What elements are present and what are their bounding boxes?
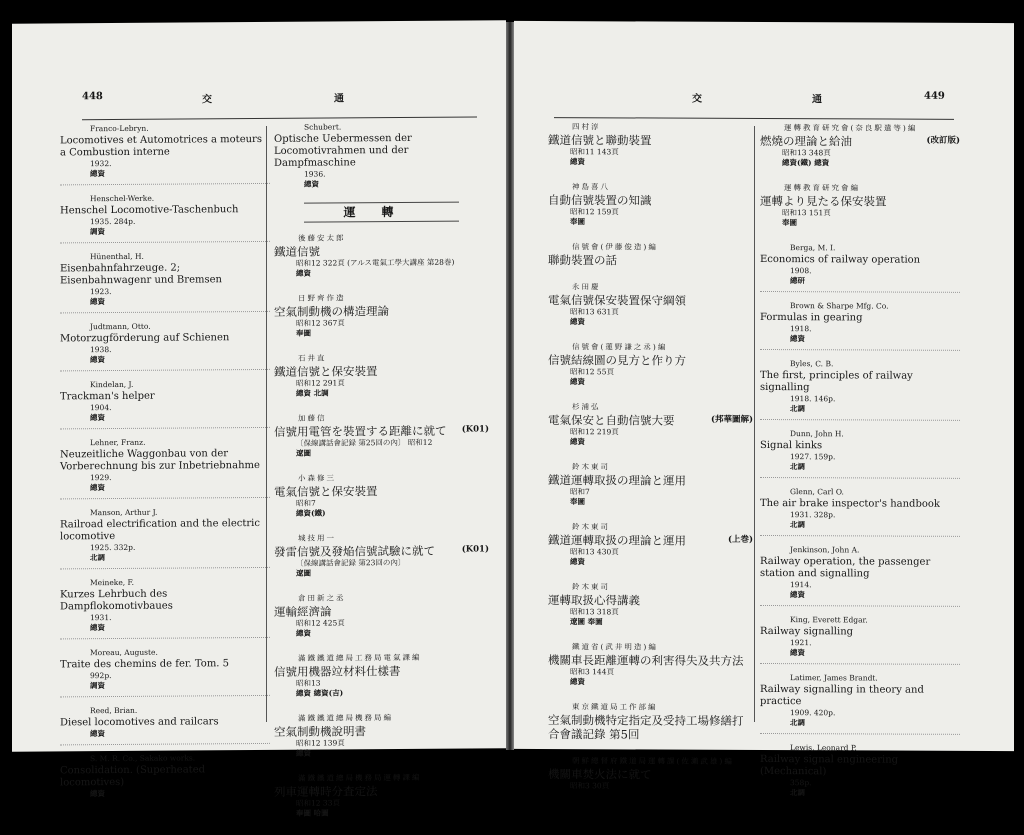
entry-author: 倉田新之丞 [298, 593, 346, 603]
catalog-entry [760, 486, 960, 537]
entry-info: 1909. 420p. [790, 708, 836, 718]
right-header-rule [554, 117, 954, 120]
entry-holding: 總資 [90, 729, 105, 739]
entry-author: 四村淳 [572, 122, 601, 132]
catalog-entry [548, 181, 753, 233]
entry-title: Motorzugförderung auf Schienen [60, 332, 230, 345]
catalog-entry [274, 291, 489, 344]
entry-title: Kurzes Lehrbuch des Dampflokomotivbaues [60, 588, 173, 613]
entry-holding: 總資(鐵) 總資 [782, 158, 830, 168]
entry-title: Consolidation. (Superheated locomotives) [60, 764, 206, 789]
entry-author: 鈴木東司 [572, 522, 610, 532]
entry-title: Henschel Locomotive-Taschenbuch [60, 204, 239, 217]
entry-author: Meineke, F. [90, 577, 134, 588]
entry-title: 電氣信號と保安裝置 [274, 484, 378, 499]
right-column-separator [754, 126, 755, 722]
entry-holding: 調資 [90, 681, 105, 691]
entry-title: 自動信號裝置の知識 [548, 193, 652, 208]
entry-info: 昭和13 318頁 [570, 607, 619, 617]
catalog-entry [274, 411, 489, 464]
entry-holding: 總資 [570, 437, 585, 447]
entry-author: 石井直 [298, 353, 327, 363]
entry-info: 1936. [304, 169, 326, 179]
entry-title: Diesel locomotives and railcars [60, 716, 219, 729]
catalog-entry [548, 461, 753, 513]
catalog-entry [760, 544, 960, 607]
entry-info: 昭和12 367頁 [296, 318, 345, 328]
entry-holding: 遼圖 [296, 448, 311, 458]
entry-info: 昭和13 348頁 [782, 148, 831, 158]
entry-author: 日野齊作造 [298, 293, 346, 303]
entry-info: 〔保線講話會記録 第25回の內〕 昭和12 [296, 437, 433, 448]
catalog-entry [760, 742, 960, 804]
entry-author: King, Everett Edgar. [790, 615, 868, 625]
entry-info: 1929. [90, 473, 112, 483]
catalog-entry [60, 576, 270, 639]
entry-holding: 遼圖 奉圖 [570, 617, 603, 627]
entry-holding: 總資 [90, 483, 105, 493]
left-page [12, 20, 506, 818]
entry-author: 城技用一 [298, 533, 336, 543]
entry-title: Economics of railway operation [760, 253, 921, 266]
entry-holding: 總資 [790, 648, 805, 658]
entry-holding: 奉圖 [570, 497, 585, 507]
catalog-entry [760, 182, 960, 234]
entry-author: Judtmann, Otto. [90, 321, 151, 332]
entry-info: 1921. [790, 638, 812, 648]
entry-author: Henschel-Werke. [90, 193, 155, 204]
left-header-char-1: 交 [202, 94, 212, 106]
entry-holding: 奉圖 [296, 328, 311, 338]
entry-info: 昭和12 33頁 [296, 798, 340, 808]
entry-title: Formulas in gearing [760, 311, 863, 324]
entry-info: 358p. [790, 778, 812, 788]
entry-info: 昭和7 [296, 498, 316, 508]
left-column-separator [266, 126, 267, 722]
catalog-entry [274, 471, 489, 524]
catalog-entry [60, 436, 270, 499]
entry-holding: 總資 [296, 628, 311, 638]
catalog-entry [760, 122, 960, 174]
catalog-entry [274, 591, 489, 644]
entry-title: 發雷信號及發焔信號試驗に就て [274, 543, 435, 559]
entry-title: 電氣保安と自動信號大要 [548, 413, 675, 428]
entry-holding: 總資 [790, 334, 805, 344]
entry-author: 信號會(蓮野謙之丞)編 [572, 342, 668, 352]
catalog-entry [548, 341, 753, 393]
entry-info: 1931. 328p. [790, 510, 836, 520]
entry-author: Reed, Brian. [90, 705, 138, 716]
entry-holding: 總資 [790, 590, 805, 600]
entry-info: 1931. [90, 613, 112, 623]
entry-holding: 北調 [790, 462, 805, 472]
entry-holding: 調資 [90, 227, 105, 237]
entry-title: 機關車長距離運轉の利害得失及共方法 [548, 653, 744, 668]
catalog-entry [60, 192, 270, 243]
left-header-char-2: 通 [334, 93, 344, 105]
entry-info: 1938. [90, 345, 112, 355]
entry-author: S. M. R. Co., Sakako works. [90, 753, 196, 764]
entry-author: Berga, M. I. [790, 243, 836, 253]
entry-author: 鐵道省(武井明造)編 [572, 642, 658, 652]
entry-info: 昭和13 631頁 [570, 307, 619, 317]
entry-holding: 總資 總資(吉) [296, 688, 344, 698]
entry-holding: 北調 [790, 788, 805, 798]
entry-author: 永田慶 [572, 282, 601, 292]
catalog-entry [60, 646, 270, 697]
entry-holding: 北調 [790, 520, 805, 530]
entry-title: Railway signal engineering (Mechanical) [760, 753, 899, 778]
entry-author: Dunn, John H. [790, 429, 844, 439]
entry-author: 鈴木東司 [572, 582, 610, 592]
entry-author: Brown & Sharpe Mfg. Co. [790, 301, 889, 311]
entry-author: 運轉教育研究會編 [784, 183, 860, 193]
entry-title: 空氣制動機特定指定及受持工場修繕打合會議記錄 第5回 [548, 713, 744, 742]
right-header-char-2: 通 [812, 94, 822, 106]
entry-author: Manson, Arthur J. [90, 507, 158, 518]
entry-author: 後藤安太郎 [298, 233, 346, 243]
entry-info: 〔保線講話會記録 第23回の內〕 [296, 557, 406, 568]
catalog-entry [548, 521, 753, 573]
entry-title: 空氣制動機の構造理論 [274, 304, 389, 319]
catalog-entry [548, 581, 753, 633]
entry-author: Lehner, Franz. [90, 437, 146, 448]
entry-title: 燃燒の理論と給油 [760, 133, 852, 149]
left-column-1 [60, 122, 270, 812]
catalog-entry [548, 641, 753, 693]
entry-title: 鐵道信號 [274, 244, 320, 259]
entry-info: 昭和7 [570, 487, 590, 497]
catalog-entry [274, 120, 489, 195]
entry-info: 昭和12 322頁 (アルス電氣工學大講座 第28巻) [296, 257, 455, 268]
entry-holding: 總資 [90, 355, 105, 365]
right-page-number: 449 [924, 90, 945, 102]
entry-title: 鐵道運轉取扱の理論と運用 [548, 533, 686, 548]
entry-holding: 遼圖 [296, 568, 311, 578]
entry-info: 昭和12 219頁 [570, 427, 619, 437]
entry-info: 昭和11 143頁 [570, 147, 619, 157]
catalog-entry [60, 122, 270, 185]
right-page [514, 21, 1014, 798]
entry-author: 信號會(伊藤俊造)編 [572, 242, 658, 252]
entry-holding: 總資 [90, 789, 105, 799]
entry-holding: 總資 [570, 557, 585, 567]
entry-holding: 總資 [304, 179, 319, 189]
entry-info: 992p. [90, 671, 112, 681]
entry-tag: (改訂版) [926, 135, 960, 146]
catalog-entry [60, 506, 270, 569]
entry-author: Latimer, James Brandt. [790, 673, 878, 683]
left-header-rule [82, 116, 477, 120]
catalog-entry [60, 320, 270, 371]
section-heading: 運轉 [304, 202, 459, 223]
entry-title: 聯動裝置の話 [548, 253, 617, 268]
catalog-entry [274, 531, 489, 584]
entry-title: Neuzeitliche Waggonbau von der Vorberechnung bis zur Inbetriebnahme [60, 448, 260, 473]
entry-info: 1923. [90, 287, 112, 297]
entry-title: Traite des chemins de fer. Tom. 5 [60, 658, 230, 671]
entry-author: Hünenthal, H. [90, 251, 144, 262]
entry-holding: 總資 [296, 748, 311, 758]
entry-holding: 總資 [90, 623, 105, 633]
entry-title: The air brake inspector's handbook [760, 497, 940, 510]
entry-title: 運輸經濟論 [274, 604, 332, 619]
entry-info: 昭和13 430頁 [570, 547, 619, 557]
entry-title: 信號用機器竝材料仕樣書 [274, 664, 401, 679]
entry-title: Railway operation, the passenger station and signalling [760, 555, 931, 580]
catalog-entry [274, 771, 489, 824]
book-gutter [506, 22, 514, 750]
right-column-2 [760, 122, 960, 812]
entry-info: 1925. 332p. [90, 542, 136, 553]
entry-info: 1918. [790, 324, 812, 334]
entry-tag: (上巻) [727, 534, 753, 545]
catalog-entry [60, 250, 270, 313]
entry-tag: (邦華圖解) [710, 414, 753, 425]
catalog-entry [760, 242, 960, 293]
entry-holding: 北調 [790, 718, 805, 728]
entry-title: Railway signalling in theory and practice [760, 683, 924, 708]
entry-info: 昭和3 144頁 [570, 667, 614, 677]
entry-title: Eisenbahnfahrzeuge. 2; Eisenbahnwagenr und Bremsen [60, 262, 222, 287]
entry-info: 昭和12 55頁 [570, 367, 614, 377]
entry-title: 空氣制動機說明書 [274, 724, 366, 739]
entry-holding: 總資 [570, 677, 585, 687]
entry-info: 1908. [790, 266, 812, 276]
entry-holding: 北調 [90, 553, 105, 563]
entry-author: 滿鐵鐵道總局工務局電氣課編 [298, 652, 422, 663]
entry-info: 昭和12 425頁 [296, 618, 345, 628]
entry-holding: 總研 [790, 276, 805, 286]
entry-info: 1932. [90, 159, 112, 169]
entry-author: Byles, C. B. [790, 359, 834, 369]
entry-author: 東京鐵道局工作部編 [572, 702, 658, 712]
catalog-entry [760, 672, 960, 735]
right-header-char-1: 交 [692, 93, 702, 105]
entry-tag: (K01) [461, 424, 489, 435]
entry-holding: 總資 [90, 169, 105, 179]
entry-title: Locomotives et Automotrices a moteurs a Combustion interne [60, 133, 262, 159]
entry-info: 昭和13 151頁 [782, 208, 831, 218]
entry-title: 鐵道信號と保安裝置 [274, 364, 378, 379]
entry-author: Moreau, Auguste. [90, 647, 158, 658]
entry-author: 杉浦弘 [572, 402, 601, 412]
catalog-entry [548, 241, 753, 273]
entry-author: 加藤信 [298, 413, 327, 423]
entry-title: 信號用電管を裝置する距離に就て [274, 423, 447, 439]
entry-title: 信號結線圖の見方と作り方 [548, 353, 686, 368]
entry-holding: 總資 [90, 297, 105, 307]
entry-holding: 奉圖 哈圖 [296, 808, 329, 818]
entry-title: 電氣信號保安裝置保守綱領 [548, 293, 686, 308]
entry-author: 滿鐵鐵道總局機務局編 [298, 713, 393, 723]
entry-title: The first, principles of railway signalling [760, 369, 913, 394]
entry-author: Glenn, Carl O. [790, 487, 844, 497]
catalog-entry [548, 701, 753, 747]
entry-holding: 總資 [570, 157, 585, 167]
entry-title: Railway signalling [760, 625, 854, 638]
catalog-entry [60, 752, 270, 804]
catalog-entry [760, 300, 960, 351]
catalog-entry [548, 121, 753, 173]
entry-title: Signal kinks [760, 439, 823, 452]
catalog-entry [760, 358, 960, 421]
entry-title: Trackman's helper [60, 390, 155, 403]
entry-info: 1927. 159p. [790, 452, 836, 462]
catalog-entry [548, 401, 753, 453]
entry-title: Railroad electrification and the electric locomotive [60, 517, 260, 543]
entry-holding: 總資(鐵) [296, 508, 326, 518]
entry-author: 朝鮮總督府鐵道局運轉課(佐瀨武雄)編 [572, 756, 734, 766]
catalog-entry [274, 711, 489, 764]
entry-tag: (K01) [461, 544, 489, 555]
entry-holding: 奉圖 [570, 217, 585, 227]
entry-title: 鐵道信號と聯動裝置 [548, 133, 652, 148]
entry-title: 機關車焚火法に就て [548, 767, 652, 782]
catalog-entry [60, 704, 270, 745]
catalog-entry [274, 651, 489, 704]
entry-author: Schubert. [304, 122, 342, 132]
entry-title: 列車運轉時分査定法 [274, 784, 378, 799]
entry-holding: 總資 [570, 317, 585, 327]
entry-holding: 總資 [296, 268, 311, 278]
entry-author: 滿鐵鐵道總局機務局運轉課編 [298, 772, 422, 783]
entry-author: Jenkinson, John A. [790, 545, 860, 555]
entry-info: 昭和12 291頁 [296, 378, 345, 388]
entry-info: 1914. [790, 580, 812, 590]
entry-author: 小森修三 [298, 473, 336, 483]
entry-info: 昭和3 30頁 [570, 781, 610, 791]
entry-title: Optische Uebermessen der Locomotivrahmen und der Dampfmaschine [274, 132, 412, 169]
entry-info: 1904. [90, 403, 112, 413]
right-column-1 [548, 121, 753, 806]
entry-author: 運轉教育研究會(奈良駅遣等)編 [784, 123, 918, 133]
entry-info: 1935. 284p. [90, 216, 136, 227]
entry-holding: 奉圖 [782, 218, 797, 228]
catalog-entry [274, 351, 489, 404]
catalog-entry [760, 614, 960, 665]
entry-author: 神島喜八 [572, 182, 610, 192]
left-column-2 [274, 120, 489, 833]
catalog-entry [60, 378, 270, 429]
entry-holding: 總資 [570, 377, 585, 387]
entry-info: 昭和13 [296, 678, 321, 688]
entry-info: 昭和12 159頁 [570, 207, 619, 217]
entry-author: Kindelan, J. [90, 379, 134, 390]
entry-title: 運轉取扱心得講義 [548, 593, 640, 608]
entry-info: 1918. 146p. [790, 394, 836, 404]
catalog-entry [548, 281, 753, 333]
entry-title: 運轉より見たる保安裝置 [760, 193, 887, 209]
entry-holding: 北調 [790, 404, 805, 414]
entry-holding: 總資 [90, 413, 105, 423]
left-page-number: 448 [82, 91, 103, 103]
catalog-entry [760, 428, 960, 479]
entry-info: 昭和12 139頁 [296, 738, 345, 748]
entry-author: Franco-Lebryn. [90, 123, 149, 134]
catalog-entry [548, 755, 753, 797]
entry-title: 鐵道運轉取扱の理論と運用 [548, 473, 686, 488]
entry-author: 鈴木東司 [572, 462, 610, 472]
catalog-entry [274, 231, 489, 284]
entry-holding: 總資 北調 [296, 388, 329, 398]
entry-author: Lewis, Leonard P. [790, 743, 857, 753]
